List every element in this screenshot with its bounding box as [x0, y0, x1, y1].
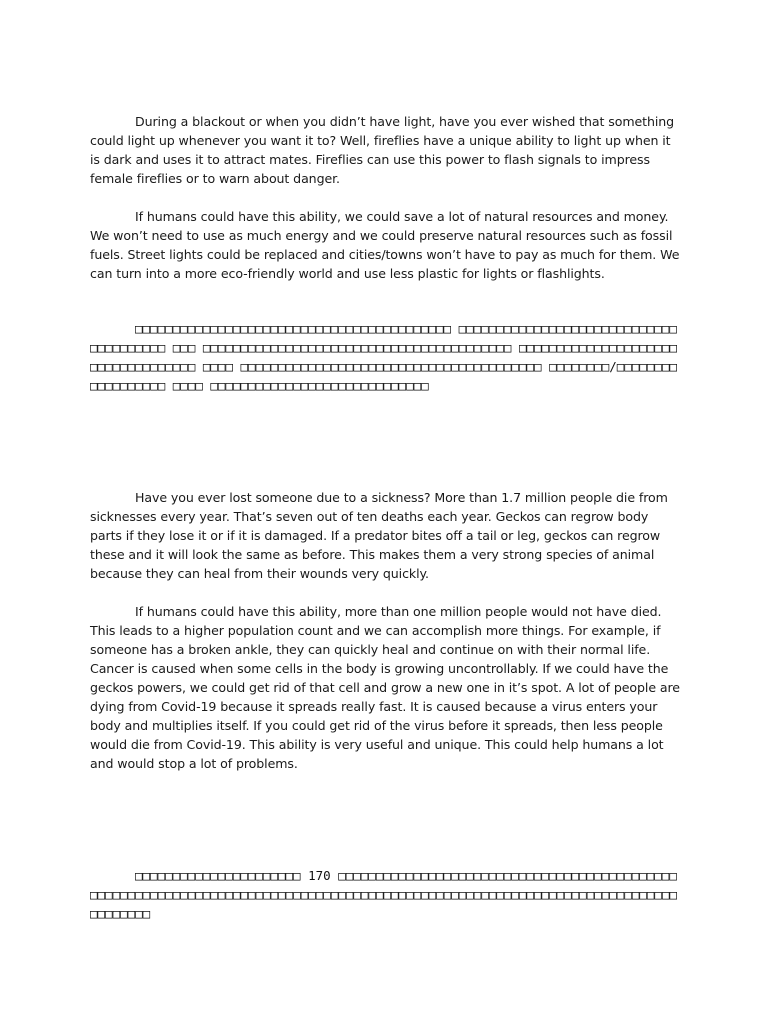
paragraph-thai-geckos: □□□□□□□□□□□□□□□□□□□□□□ 170 □□□□□□□□□□□□□□□□□□□□□□□□□□□□□□□□□□□□□□□□□□□□□□□□□□□□□□□□□□□□□□□□□□□□□□□□□□□□□□□□□□□□□□□□□□□□□□□□□□□□□□□□□□□□□□□□□□□□□□□□□□□□□□□□□□□ — [90, 868, 677, 921]
paragraph-fireflies-intro: During a blackout or when you didn’t have light, have you ever wished that something could light up whenever you want it to? Well, fireflies have a unique ability to light up when it is dark and uses it to attract mates. Fireflies can use this power to flash signals to impress female fireflies or to warn about danger. — [90, 114, 675, 186]
paragraph-geckos-benefits: If humans could have this ability, more than one million people would not have died. This leads to a higher population count and we can accomplish more things. For example, if someone has a broken ankle, they can quickly heal and continue on with their normal life. Cancer is caused when some cells in the body is growing uncontrollably. If we could have the geckos powers, we could get rid of that cell and grow a new one in it’s spot. A lot of people are dying from Covid-19 because it spreads really fast. It is caused because a virus enters your body and multiplies itself. If you could get rid of the virus before it spreads, then less people would die from Covid-19. This ability is very useful and unique. This could help humans a lot and would stop a lot of problems. — [90, 604, 680, 771]
paragraph-fireflies-benefits: If humans could have this ability, we could save a lot of natural resources and money. We won’t need to use as much energy and we could preserve natural resources such as fossil fuels. Street lights could be replaced and cities/towns won’t have to pay as much for them. We can turn into a more eco-friendly world and use less plastic for lights or flashlights. — [90, 209, 680, 281]
paragraph-geckos-intro: Have you ever lost someone due to a sickness? More than 1.7 million people die from sicknesses every year. That’s seven out of ten deaths each year. Geckos can regrow body parts if they lose it or if it is damaged. If a predator bites off a tail or leg, geckos can regrow these and it will look the same as before. This makes them a very strong species of animal because they can heal from their wounds very quickly. — [90, 490, 668, 581]
paragraph-thai-fireflies: □□□□□□□□□□□□□□□□□□□□□□□□□□□□□□□□□□□□□□□□□□ □□□□□□□□□□□□□□□□□□□□□□□□□□□□□□□□□□□□□□□ □□□ □□□□□□□□□□□□□□□□□□□□□□□□□□□□□□□□□□□□□□□□□ □□□□□□□□□□□□□□□□□□□□□□□□□□□□□□□□□□□ □□□□ □□□□□□□□□□□□□□□□□□□□□□□□□□□□□□□□□□□□□□□□ □□□□□□□□/□□□□□□□□□□□□□□□□□□ □□□□ □□□□□□□□□□□□□□□□□□□□□□□□□□□□□ — [90, 321, 677, 393]
